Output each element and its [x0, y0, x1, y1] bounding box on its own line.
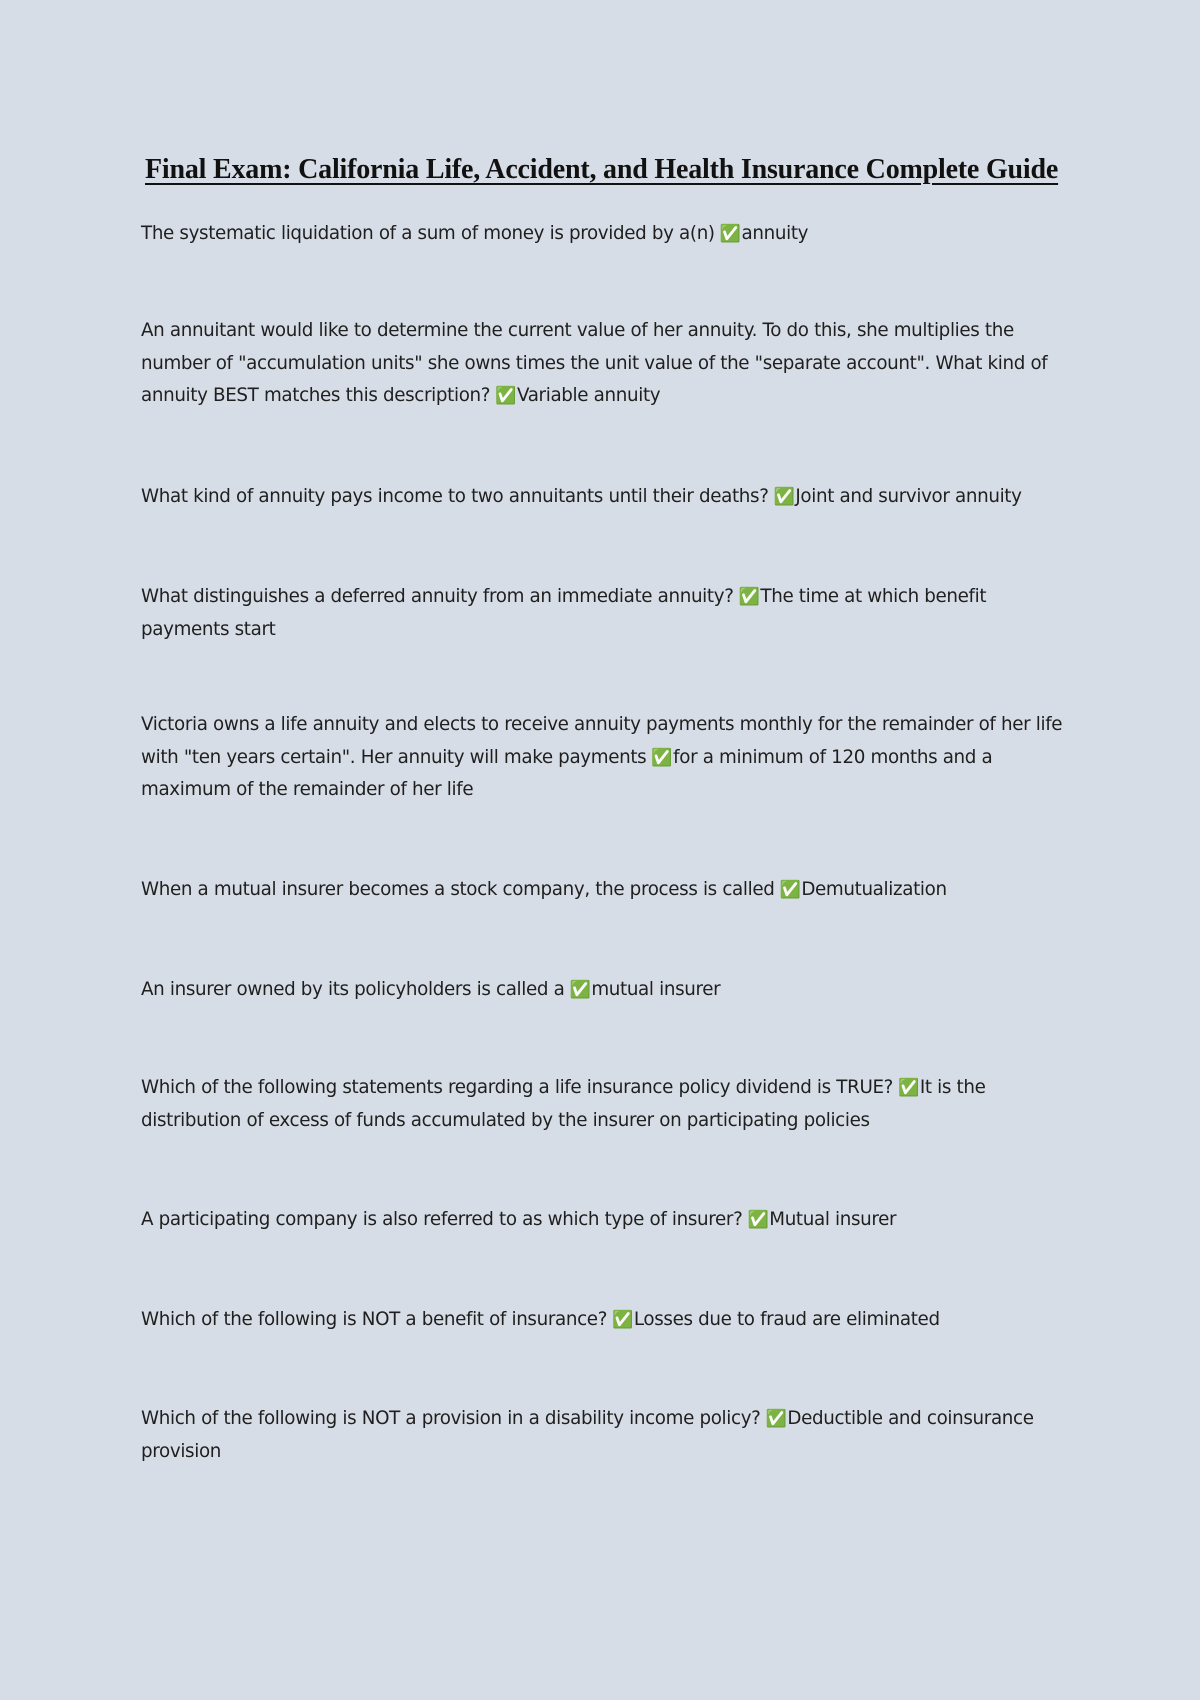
question-text: An annuitant would like to determine the current value of her annuity. To do this, she multiplies the number of "accumulation units" she owns times the unit value of the "separate account". What kind of annuity BEST matches this description? — [141, 320, 1048, 406]
qa-item-2 — [141, 315, 1076, 413]
answer-text: Mutual insurer — [769, 1209, 897, 1230]
document-title: Final Exam: California Life, Accident, and Health Insurance Complete Guide — [145, 154, 1059, 185]
qa-item-6 — [141, 874, 1076, 907]
answer-text: Variable annuity — [516, 385, 661, 406]
check-icon: ✅ — [773, 487, 795, 507]
answer-text: annuity — [741, 223, 809, 244]
answer-text: The time at which benefit payments start — [141, 586, 987, 640]
check-icon: ✅ — [738, 587, 760, 607]
qa-item-7 — [141, 974, 1076, 1007]
question-text: The systematic liquidation of a sum of money is provided by a(n) — [141, 223, 715, 244]
check-icon: ✅ — [747, 1210, 769, 1230]
question-text: Which of the following is NOT a benefit of insurance? — [141, 1309, 608, 1330]
check-icon: ✅ — [495, 386, 516, 406]
question-text: What kind of annuity pays income to two annuitants until their deaths? — [141, 486, 769, 507]
qa-item-1 — [141, 218, 1076, 251]
check-icon: ✅ — [765, 1409, 787, 1429]
qa-item-3 — [141, 481, 1076, 514]
qa-item-10 — [141, 1304, 1076, 1337]
question-text: When a mutual insurer becomes a stock company, the process is called — [141, 879, 775, 900]
answer-text: for a minimum of 120 months and a maximum of the remainder of her life — [141, 746, 993, 800]
qa-item-9 — [141, 1204, 1076, 1237]
check-icon: ✅ — [719, 224, 741, 244]
check-icon: ✅ — [779, 880, 801, 900]
check-icon: ✅ — [612, 1310, 633, 1330]
answer-text: Losses due to fraud are eliminated — [633, 1309, 940, 1330]
question-text: An insurer owned by its policyholders is called a — [141, 979, 565, 1000]
qa-item-4 — [141, 581, 1076, 646]
qa-item-8 — [141, 1072, 1076, 1137]
question-text: Which of the following is NOT a provision in a disability income policy? — [141, 1408, 761, 1429]
answer-text: Joint and survivor annuity — [795, 486, 1022, 507]
answer-text: It is the distribution of excess of funds accumulated by the insurer on participating policies — [141, 1077, 986, 1131]
question-text: Which of the following statements regarding a life insurance policy dividend is TRUE? — [141, 1077, 894, 1098]
answer-text: Deductible and coinsurance provision — [141, 1408, 1034, 1462]
qa-item-11 — [141, 1403, 1076, 1468]
check-icon: ✅ — [569, 980, 591, 1000]
question-text: A participating company is also referred to as which type of insurer? — [141, 1209, 743, 1230]
answer-text: mutual insurer — [591, 979, 721, 1000]
question-text: What distinguishes a deferred annuity from an immediate annuity? — [141, 586, 734, 607]
check-icon: ✅ — [898, 1078, 919, 1098]
check-icon: ✅ — [651, 747, 673, 768]
answer-text: Demutualization — [801, 879, 947, 900]
qa-item-5 — [141, 709, 1076, 807]
question-text: Victoria owns a life annuity and elects to receive annuity payments monthly for the remainder of her life with "ten years certain". Her annuity will make payments — [141, 714, 1063, 768]
